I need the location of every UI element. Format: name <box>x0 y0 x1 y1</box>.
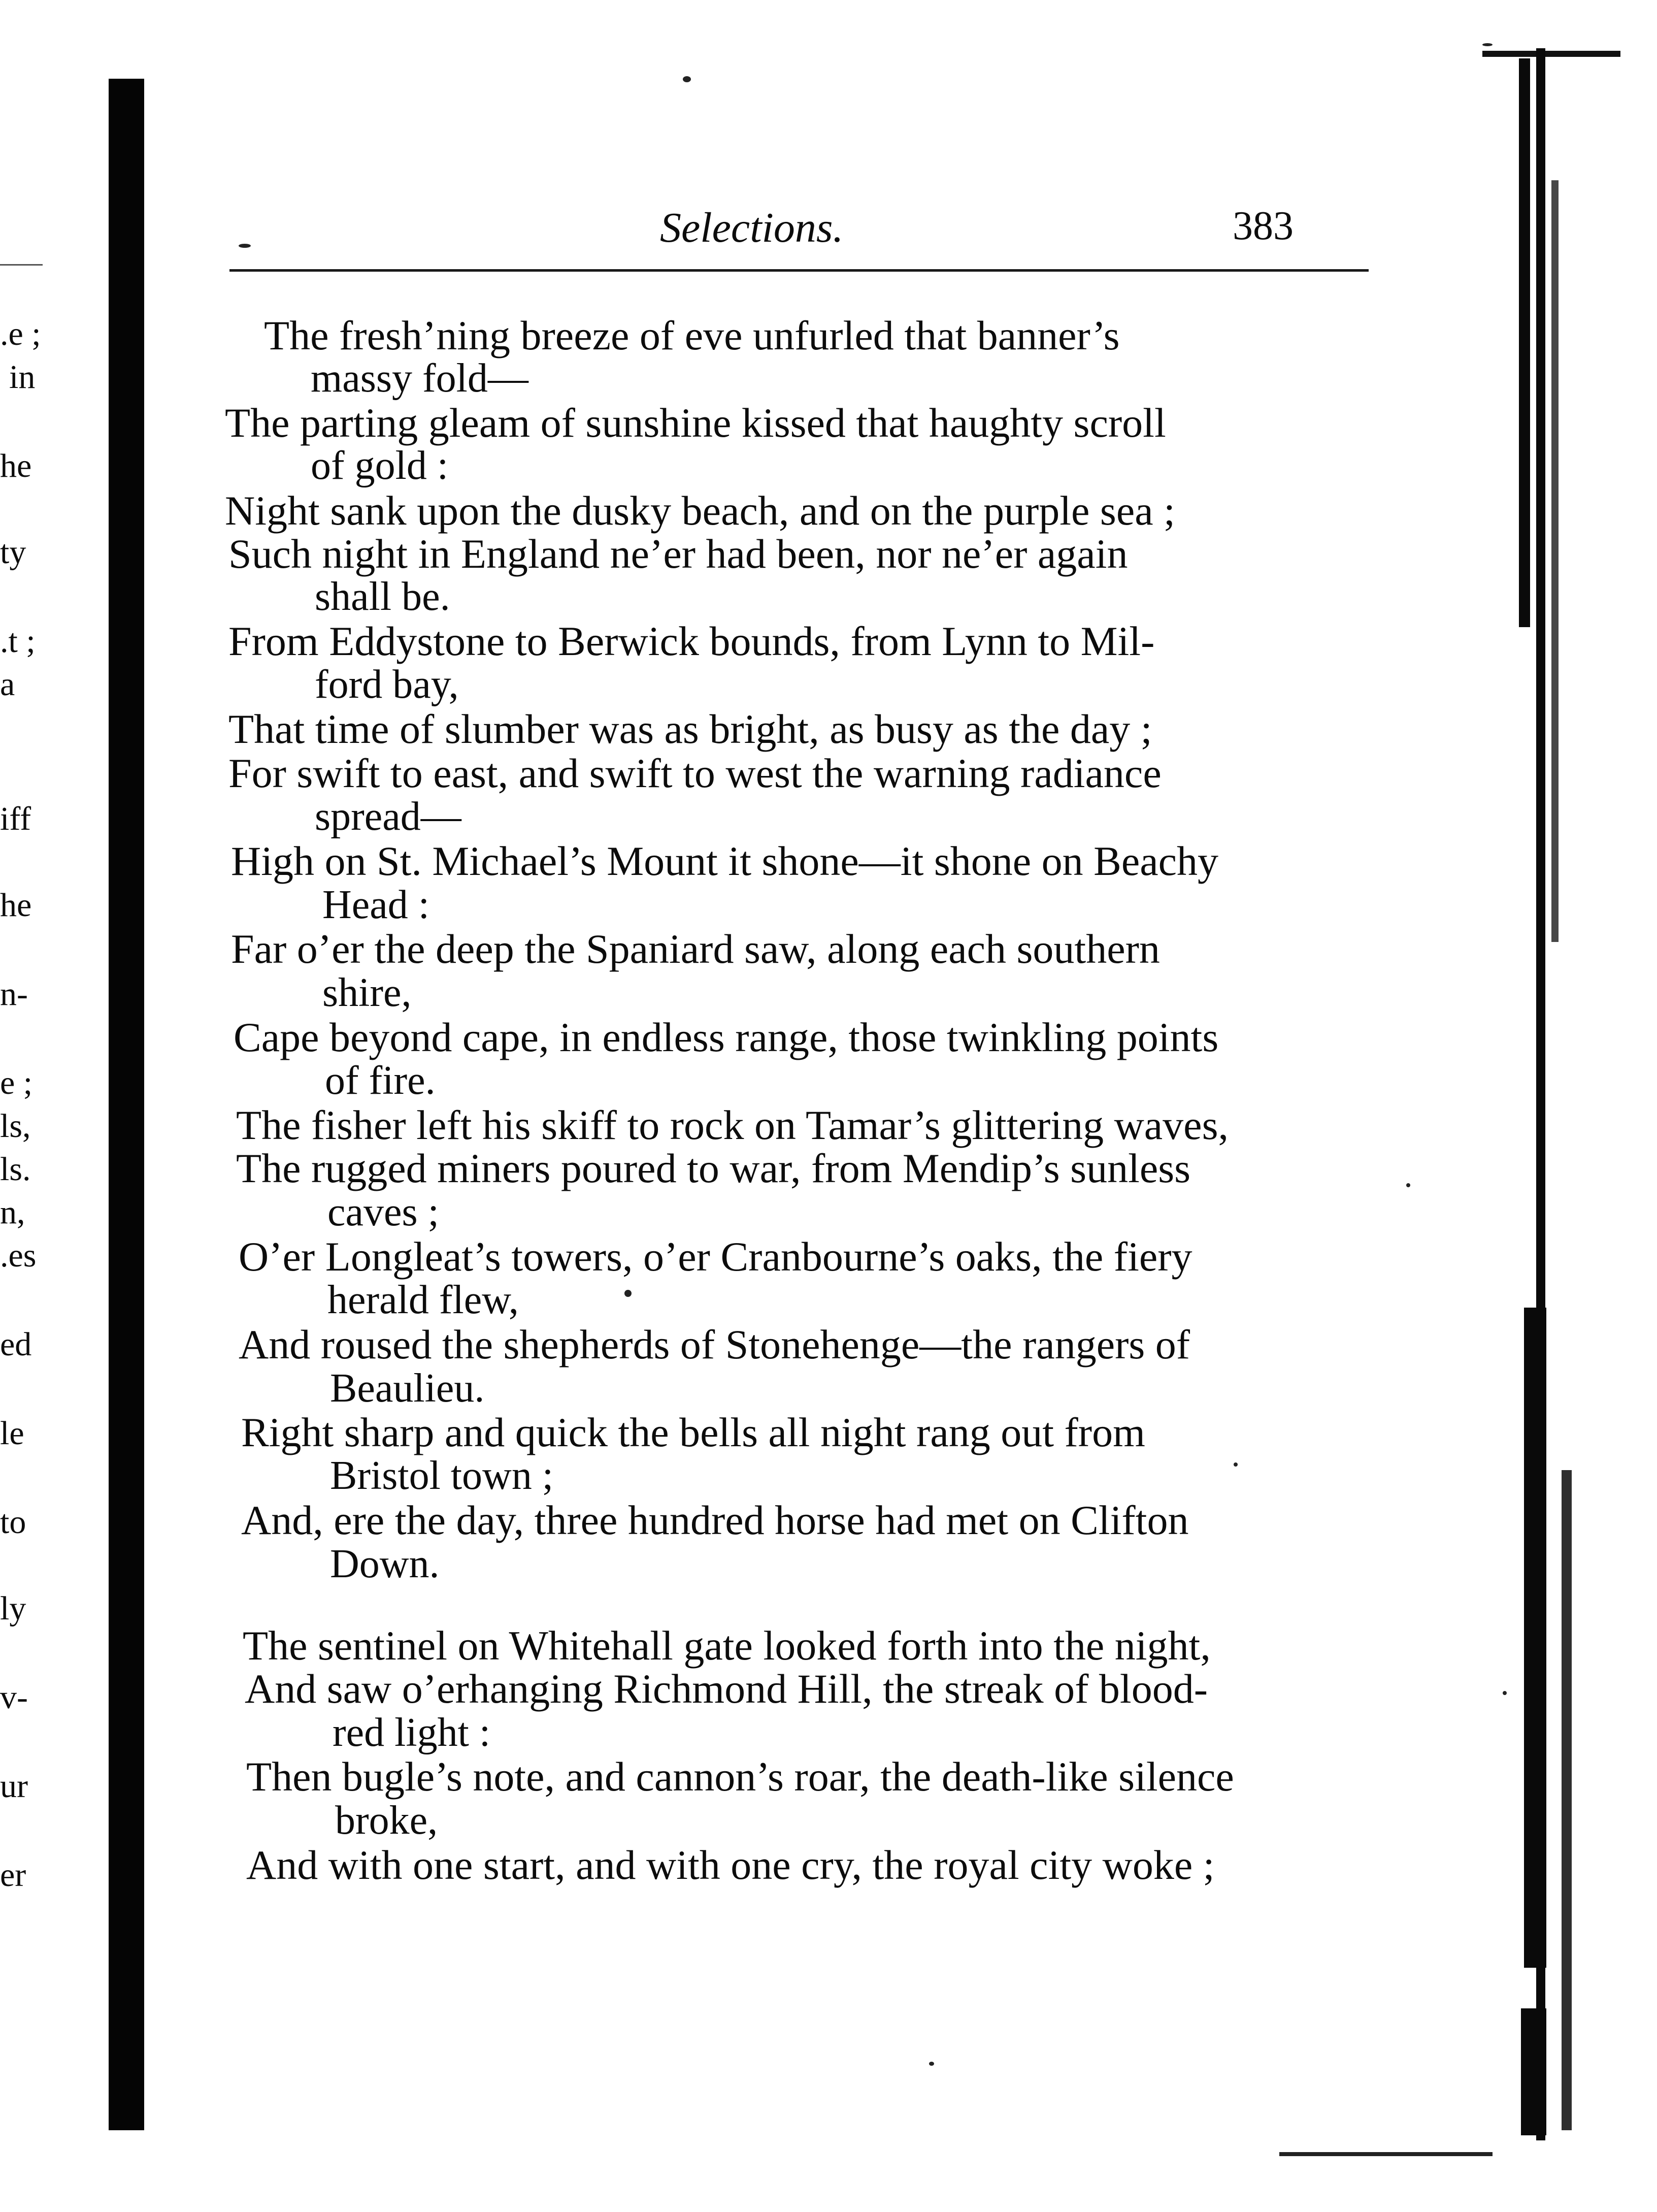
poem-line: The sentinel on Whitehall gate looked forth into the night, <box>243 1622 1211 1669</box>
poem-line-continuation: Head : <box>322 883 430 927</box>
fragment: .e ; <box>0 315 41 352</box>
running-title: Selections. <box>660 204 844 251</box>
fragment: he <box>0 447 32 484</box>
poem-line-continuation: caves ; <box>327 1190 439 1234</box>
fragment: to <box>0 1504 26 1541</box>
poem-line-continuation: of gold : <box>311 443 449 488</box>
poem-line: The parting gleam of sunshine kissed that haughty scroll <box>225 400 1166 446</box>
poem-line-continuation: Down. <box>330 1542 440 1586</box>
speck <box>683 76 691 82</box>
fragment: he <box>0 887 32 924</box>
poem-line: For swift to east, and swift to west the warning radiance <box>228 750 1162 796</box>
fragment: in <box>9 359 36 396</box>
poem-line-continuation: Bristol town ; <box>330 1453 554 1498</box>
poem-line-continuation: ford bay, <box>315 662 459 707</box>
poem-line: That time of slumber was as bright, as busy as the day ; <box>228 706 1152 752</box>
poem-line: Cape beyond cape, in endless range, those twinkling points <box>234 1014 1219 1060</box>
poem-line-continuation: spread— <box>315 794 461 839</box>
speck <box>624 1290 632 1297</box>
poem-line: And with one start, and with one cry, the royal city woke ; <box>246 1842 1215 1888</box>
poem-line: And saw o’erhanging Richmond Hill, the streak of blood- <box>245 1666 1208 1712</box>
fragment: er <box>0 1857 26 1894</box>
speck <box>1482 43 1493 46</box>
poem-line: High on St. Michael’s Mount it shone—it shone on Beachy <box>231 838 1219 884</box>
poem-line: The fisher left his skiff to rock on Tamar’s glittering waves, <box>236 1102 1229 1148</box>
poem-line-continuation: broke, <box>335 1798 438 1843</box>
fragment: ly <box>0 1590 26 1627</box>
poem-line: Such night in England ne’er had been, nor ne’er again <box>228 531 1128 577</box>
poem-line: Far o’er the deep the Spaniard saw, along each southern <box>231 926 1160 972</box>
poem-line-continuation: of fire. <box>325 1058 436 1103</box>
fragment: ls, <box>0 1108 31 1145</box>
speck <box>1406 1183 1410 1187</box>
poem-line: And roused the shepherds of Stonehenge—the rangers of <box>239 1321 1190 1368</box>
fragment: le <box>0 1415 24 1452</box>
poem-line-continuation: shall be. <box>315 574 450 619</box>
fragment: a <box>0 666 15 703</box>
page-number: 383 <box>1233 204 1294 248</box>
fragment: v- <box>0 1679 28 1716</box>
poem-line-continuation: herald flew, <box>327 1278 519 1322</box>
poem-line: And, ere the day, three hundred horse had met on Clifton <box>241 1497 1189 1543</box>
fragment: ed <box>0 1326 32 1363</box>
fragment: e ; <box>0 1064 33 1101</box>
speck <box>929 2062 934 2066</box>
poem-line-continuation: Beaulieu. <box>330 1366 485 1411</box>
fragment: iff <box>0 800 31 837</box>
poem-line: O’er Longleat’s towers, o’er Cranbourne’s oaks, the fiery <box>239 1233 1192 1280</box>
poem-line: Right sharp and quick the bells all night rang out from <box>241 1409 1145 1455</box>
poem-line-continuation: massy fold— <box>311 356 528 401</box>
fragment: ls. <box>0 1151 31 1188</box>
poem-line-continuation: red light : <box>333 1710 491 1755</box>
fragment: ur <box>0 1768 28 1805</box>
speck <box>239 244 251 248</box>
fragment: ty <box>0 534 26 571</box>
poem-line: From Eddystone to Berwick bounds, from Lynn to Mil- <box>228 618 1155 664</box>
poem-line-continuation: shire, <box>322 970 412 1015</box>
fragment: n- <box>0 975 28 1013</box>
poem-line: The fresh’ning breeze of eve unfurled that banner’s <box>264 312 1120 359</box>
poem-line: The rugged miners poured to war, from Mendip’s sunless <box>236 1145 1191 1191</box>
fragment: .t ; <box>0 623 36 660</box>
poem-line: Night sank upon the dusky beach, and on the purple sea ; <box>225 487 1175 534</box>
speck <box>1234 1462 1238 1467</box>
poem-line: Then bugle’s note, and cannon’s roar, the death-like silence <box>246 1753 1234 1800</box>
fragment: n, <box>0 1194 25 1231</box>
speck <box>1503 1691 1507 1695</box>
fragment: .es <box>0 1237 37 1274</box>
